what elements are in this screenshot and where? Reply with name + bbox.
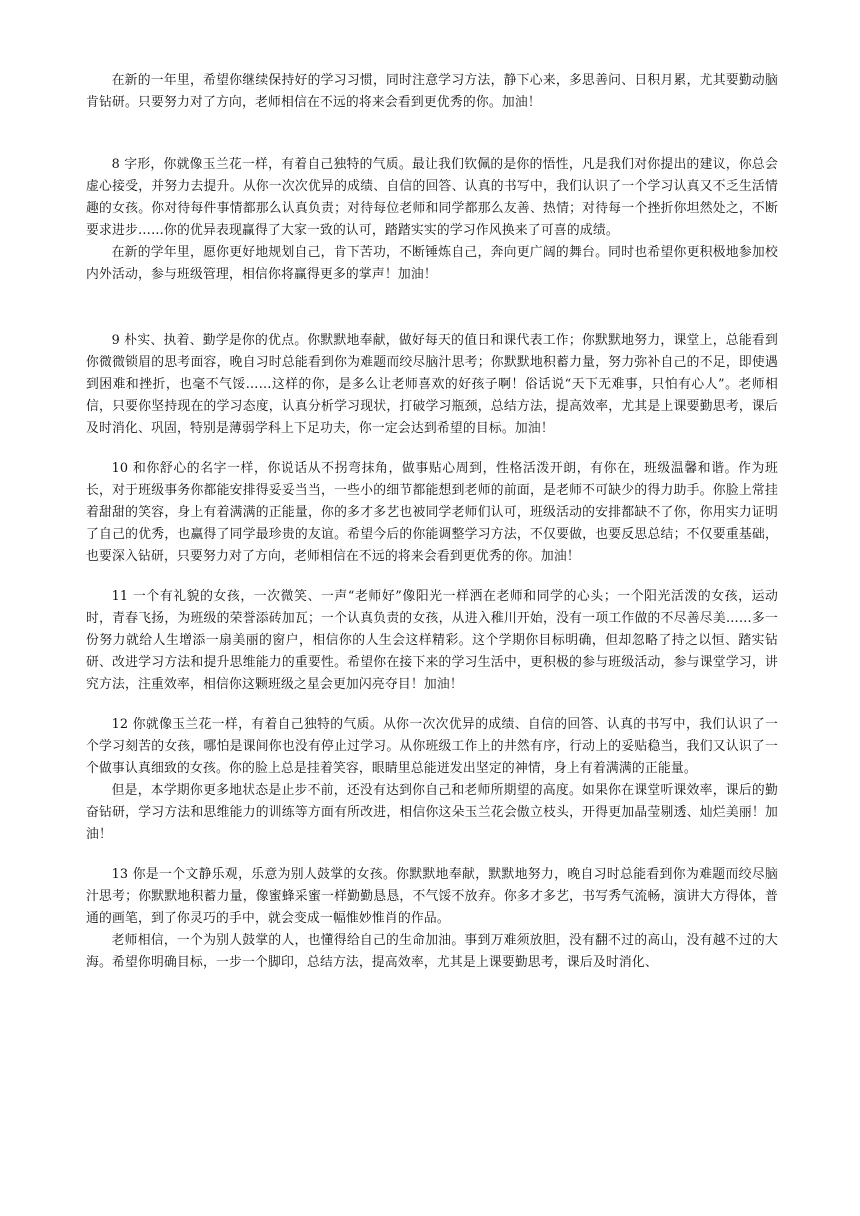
spacer — [86, 114, 778, 154]
paragraph-1-closing: 在新的一年里，希望你继续保持好的学习习惯，同时注意学习方法，静下心来，多思善问、日积月累，尤其要勤动脑肯钻研。只要努力对了方向，老师相信在不远的将来会看到更优秀的你。加油！ — [86, 73, 778, 110]
paragraph-comment-8: 8 字形，你就像玉兰花一样，有着自己独特的气质。最让我们钦佩的是你的悟性，凡是我们对你提出的建议，你总会虚心接受，并努力去提升。从你一次次优异的成绩、自信的回答、认真的书写中，我们认识了一个学习认真又不乏生活情趣的女孩。你对待每件事情都那么认真负责；对待每位老师和同学都那么友善、热情；对待每一个挫折你坦然处之，不断要求进步……你的优异表现赢得了大家一致的认可，踏踏实实的学习作风换来了可喜的成绩。 — [86, 157, 778, 238]
spacer — [86, 846, 778, 864]
spacer — [86, 696, 778, 714]
paragraph-comment-13-closing: 老师相信，一个为别人鼓掌的人，也懂得给自己的生命加油。事到万难须放胆，没有翻不过的高山，没有越不过的大海。希望你明确目标，一步一个脚印，总结方法，提高效率，尤其是上课要勤思考，课后及时消化、 — [86, 933, 778, 970]
paragraph-comment-10: 10 和你舒心的名字一样，你说话从不拐弯抹角，做事贴心周到，性格活泼开朗，有你在，班级温馨和谐。作为班长，对于班级事务你都能安排得妥妥当当，一些小的细节都能想到老师的前面，是老师不可缺少的得力助手。你脸上常挂着甜甜的笑容，身上有着满满的正能量，你的多才多艺也被同学老师们认可，班级活动的安排都缺不了你，你用实力证明了自己的优秀，也赢得了同学最珍贵的友谊。希望今后的你能调整学习方法，不仅要做，也要反思总结；不仅要重基础，也要深入钻研，只要努力对了方向，老师相信在不远的将来会看到更优秀的你。加油！ — [86, 461, 778, 564]
spacer — [86, 286, 778, 330]
paragraph-comment-12-closing: 但是，本学期你更多地状态是止步不前，还没有达到你自己和老师所期望的高度。如果你在课堂听课效率，课后的勤奋钻研，学习方法和思维能力的训练等方面有所改进，相信你这朵玉兰花会傲立枝头，开得更加晶莹剔透、灿烂美丽！加油！ — [86, 783, 778, 842]
paragraph-comment-13: 13 你是一个文静乐观，乐意为别人鼓掌的女孩。你默默地奉献，默默地努力，晚自习时总能看到你为难题而绞尽脑汁思考；你默默地积蓄力量，像蜜蜂采蜜一样勤勤恳恳，不气馁不放弃。你多才多艺，书写秀气流畅，演讲大方得体，普通的画笔，到了你灵巧的手中，就会变成一幅惟妙惟肖的作品。 — [86, 867, 778, 926]
spacer — [86, 568, 778, 586]
paragraph-comment-9: 9 朴实、执着、勤学是你的优点。你默默地奉献，做好每天的值日和课代表工作；你默默地努力，课堂上，总能看到你微微锁眉的思考面容，晚自习时总能看到你为难题而绞尽脑汁思考；你默默地积蓄力量，努力弥补自己的不足，即使遇到困难和挫折，也毫不气馁……这样的你，是多么让老师喜欢的好孩子啊！俗话说“天下无难事，只怕有心人”。老师相信，只要你坚持现在的学习态度，认真分析学习现状，打破学习瓶颈，总结方法，提高效率，尤其是上课要勤思考，课后及时消化、巩固，特别是薄弱学科上下足功夫，你一定会达到希望的目标。加油！ — [86, 333, 778, 436]
spacer — [86, 440, 778, 458]
paragraph-comment-8-closing: 在新的学年里，愿你更好地规划自己，肯下苦功，不断锤炼自己，奔向更广阔的舞台。同时也希望你更积极地参加校内外活动，参与班级管理，相信你将赢得更多的掌声！加油！ — [86, 245, 778, 282]
paragraph-comment-11: 11 一个有礼貌的女孩，一次微笑、一声“老师好”像阳光一样洒在老师和同学的心头；一个阳光活泼的女孩，运动时，青春飞扬，为班级的荣誉添砖加瓦；一个认真负责的女孩，从进入稚川开始，没有一项工作做的不尽善尽美……多一份努力就给人生增添一扇美丽的窗户，相信你的人生会这样精彩。这个学期你目标明确，但却忽略了持之以恒、踏实钻研、改进学习方法和提升思维能力的重要性。希望你在接下来的学习生活中，更积极的参与班级活动，参与课堂学习，讲究方法，注重效率，相信你这颗班级之星会更加闪亮夺目！加油！ — [86, 589, 778, 692]
paragraph-comment-12: 12 你就像玉兰花一样，有着自己独特的气质。从你一次次优异的成绩、自信的回答、认真的书写中，我们认识了一个学习刻苦的女孩，哪怕是课间你也没有停止过学习。从你班级工作上的井然有序，行动上的妥贴稳当，我们又认识了一个做事认真细致的女孩。你的脸上总是挂着笑容，眼睛里总能迸发出坚定的神情，身上有着满满的正能量。 — [86, 717, 778, 776]
